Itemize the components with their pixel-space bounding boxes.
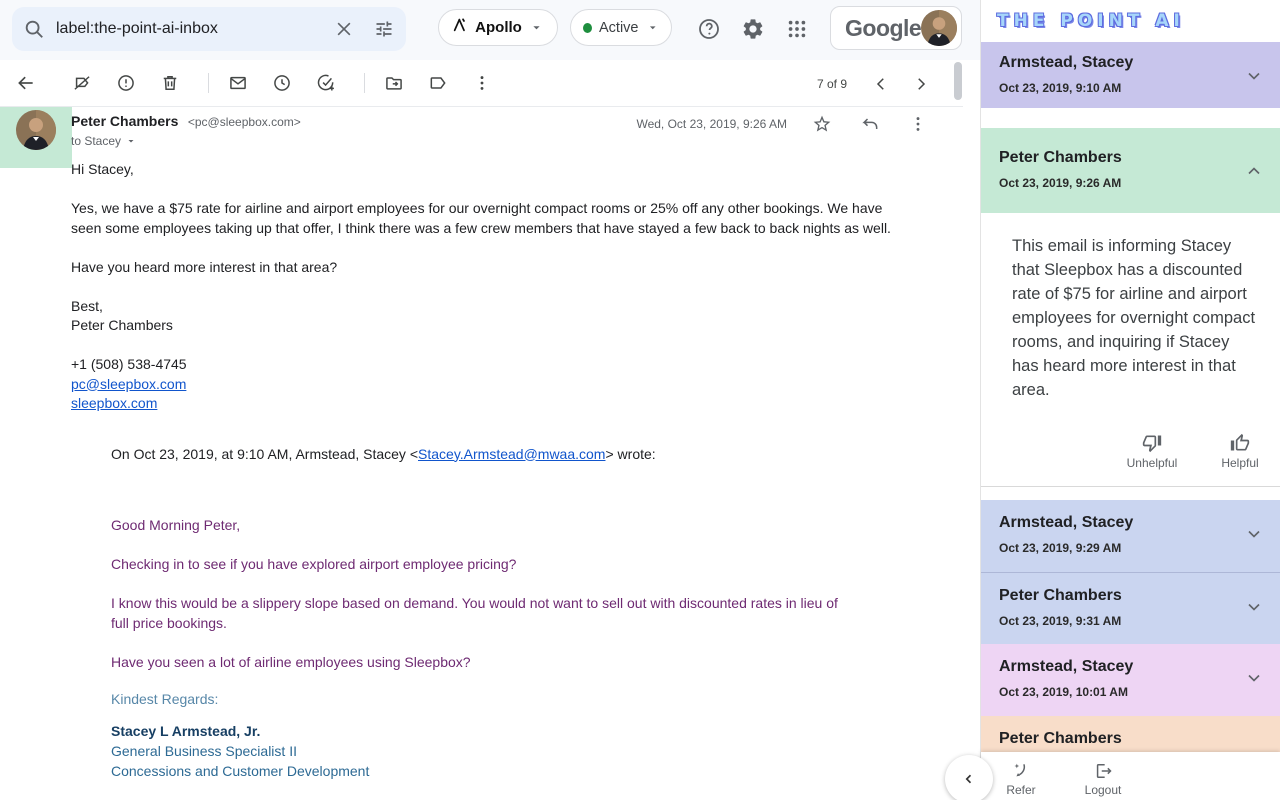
move-to-icon[interactable]: [374, 63, 414, 103]
quote-header-text: > wrote:: [605, 445, 656, 462]
quoted-email: [111, 445, 856, 781]
search-input[interactable]: [56, 20, 324, 38]
the-point-ai-logo: THE POINT AI: [997, 11, 1185, 31]
chevron-down-icon: [125, 135, 137, 147]
chevron-down-icon[interactable]: [1244, 597, 1264, 617]
thread-sender: Peter Chambers: [999, 730, 1122, 747]
unhelpful-label: Unhelpful: [1126, 456, 1178, 470]
paragraph: Yes, we have a $75 rate for airline and airport employees for our overnight compact rooms or 25% off any other bookings. We have seen some employees taking up that offer, I think there was a few crew members that have stayed a few back to back nights as well.: [71, 200, 891, 236]
helpful-label: Helpful: [1221, 456, 1259, 470]
mark-unread-icon[interactable]: [218, 63, 258, 103]
status-label: Active: [599, 19, 639, 36]
quote-header: [111, 445, 856, 465]
status-dot: [583, 23, 592, 33]
newer-email-icon[interactable]: [865, 68, 897, 100]
quote-regards: Kindest Regards:: [111, 691, 219, 707]
google-account-button[interactable]: [830, 6, 962, 50]
report-spam-icon[interactable]: [106, 63, 146, 103]
apps-grid-icon[interactable]: [783, 15, 811, 43]
email-header-actions: [636, 107, 932, 141]
sender-address: <pc@sleepbox.com>: [187, 115, 301, 129]
labels-icon[interactable]: [418, 63, 458, 103]
quoted-sender-email-link[interactable]: Stacey.Armstead@mwaa.com: [418, 445, 606, 462]
mail-toolbar: [0, 60, 963, 107]
refer-icon: [1011, 761, 1031, 781]
delete-icon[interactable]: [150, 63, 190, 103]
closing: Best,: [71, 297, 103, 314]
thread-item[interactable]: [981, 572, 1280, 644]
remove-label-icon[interactable]: [62, 63, 102, 103]
quote-signature-title: General Business Specialist II: [111, 742, 297, 759]
refer-button[interactable]: [1001, 752, 1041, 800]
phone-number: +1 (508) 538-4745: [71, 356, 187, 372]
unhelpful-button[interactable]: [1116, 433, 1188, 470]
pagination-count: 7 of 9: [816, 76, 847, 91]
mail-card: [0, 60, 963, 800]
thread-date: Oct 23, 2019, 9:29 AM: [999, 541, 1122, 555]
status-dropdown[interactable]: [570, 9, 672, 46]
thread-date: Oct 23, 2019, 10:01 AM: [999, 685, 1128, 699]
thread-date: Oct 23, 2019, 9:10 AM: [999, 81, 1122, 95]
logout-icon: [1093, 761, 1113, 781]
quoted-body: [111, 516, 856, 672]
back-arrow-icon[interactable]: [6, 63, 46, 103]
paragraph: Have you heard more interest in that area?: [71, 258, 338, 275]
settings-gear-icon[interactable]: [739, 15, 767, 43]
feedback-buttons: [1116, 433, 1276, 470]
quoted-line: Checking in to see if you have explored airport employee pricing?: [111, 556, 517, 572]
chevron-down-icon[interactable]: [1244, 66, 1264, 86]
google-logo: Google: [845, 14, 922, 41]
thread-sender: Peter Chambers: [999, 587, 1122, 604]
refer-label: Refer: [1006, 782, 1036, 797]
sender-email-link[interactable]: pc@sleepbox.com: [71, 375, 187, 392]
panel-header: [981, 0, 1280, 42]
chevron-up-icon[interactable]: [1244, 161, 1264, 181]
gmail-header-bar: [0, 0, 980, 60]
closing-name: Peter Chambers: [71, 317, 173, 333]
thumbs-up-icon: [1230, 433, 1250, 453]
logout-button[interactable]: [1083, 752, 1123, 800]
sender-name: Peter Chambers: [71, 113, 179, 129]
thread-date: Oct 23, 2019, 9:31 AM: [999, 614, 1122, 628]
older-email-icon[interactable]: [905, 68, 937, 100]
quote-signature-dept: Concessions and Customer Development: [111, 762, 370, 779]
scrollbar-thumb[interactable]: [954, 62, 962, 100]
email-body: [71, 160, 903, 781]
add-to-tasks-icon[interactable]: [306, 63, 346, 103]
pagination: [817, 60, 937, 107]
email-date: Wed, Oct 23, 2019, 9:26 AM: [636, 117, 787, 131]
quote-signature-name: Stacey L Armstead, Jr.: [111, 722, 261, 739]
the-point-ai-panel: [980, 0, 1280, 800]
clear-search-icon[interactable]: [324, 9, 364, 49]
ai-summary-section: [981, 213, 1280, 487]
thread-sender: Armstead, Stacey: [999, 658, 1134, 675]
quoted-line: Have you seen a lot of airline employees using Sleepbox?: [111, 653, 471, 670]
apollo-logo-icon: [452, 17, 468, 38]
greeting: Hi Stacey,: [71, 161, 134, 177]
quoted-line: I know this would be a slippery slope based on demand. You would not want to sell out with discounted rates in lieu of full price bookings.: [111, 595, 838, 631]
sender-site-link[interactable]: sleepbox.com: [71, 395, 158, 411]
recipient-label: to Stacey: [71, 134, 122, 148]
ai-summary-text: This email is informing Stacey that Sleepbox has a discounted rate of $75 for airline and airport employees for overnight compact rooms, and inquiring if Stacey has heard more interest in that area.: [1012, 237, 1256, 399]
chevron-down-icon: [529, 20, 544, 35]
toolbar-divider: [208, 73, 209, 93]
chevron-left-icon: [960, 770, 978, 788]
search-bar[interactable]: [12, 7, 406, 51]
thread-sender: Armstead, Stacey: [999, 54, 1134, 71]
thumbs-down-icon: [1142, 433, 1162, 453]
panel-footer: [981, 752, 1280, 800]
help-icon[interactable]: [695, 15, 723, 43]
quoted-line: Good Morning Peter,: [111, 517, 241, 533]
thread-item-expanded[interactable]: [981, 128, 1280, 213]
logout-label: Logout: [1084, 782, 1122, 797]
sender-avatar[interactable]: [16, 110, 56, 150]
chevron-down-icon[interactable]: [1244, 668, 1264, 688]
more-options-icon[interactable]: [904, 110, 932, 138]
star-icon[interactable]: [808, 110, 836, 138]
reply-icon[interactable]: [856, 110, 884, 138]
chevron-down-icon[interactable]: [1244, 524, 1264, 544]
sender-line: [71, 113, 301, 131]
thread-item[interactable]: [981, 644, 1280, 716]
helpful-button[interactable]: [1204, 433, 1276, 470]
apollo-label: Apollo: [475, 19, 522, 36]
thread-item[interactable]: [981, 500, 1280, 572]
thread-sender: Armstead, Stacey: [999, 514, 1134, 531]
more-options-icon[interactable]: [462, 63, 502, 103]
toolbar-divider: [364, 73, 365, 93]
snooze-icon[interactable]: [262, 63, 302, 103]
search-options-icon[interactable]: [364, 9, 404, 49]
profile-avatar[interactable]: [921, 10, 957, 46]
sidebar-collapse-button[interactable]: [945, 755, 993, 800]
apollo-menu-button[interactable]: [438, 9, 558, 46]
search-icon: [12, 18, 56, 40]
thread-date: Oct 23, 2019, 9:26 AM: [999, 176, 1122, 190]
chevron-down-icon: [646, 20, 660, 35]
thread-item[interactable]: [981, 42, 1280, 108]
quote-header-text: On Oct 23, 2019, at 9:10 AM, Armstead, Stacey <: [111, 445, 419, 462]
thread-sender: Peter Chambers: [999, 149, 1122, 166]
recipient-dropdown[interactable]: [71, 134, 137, 148]
